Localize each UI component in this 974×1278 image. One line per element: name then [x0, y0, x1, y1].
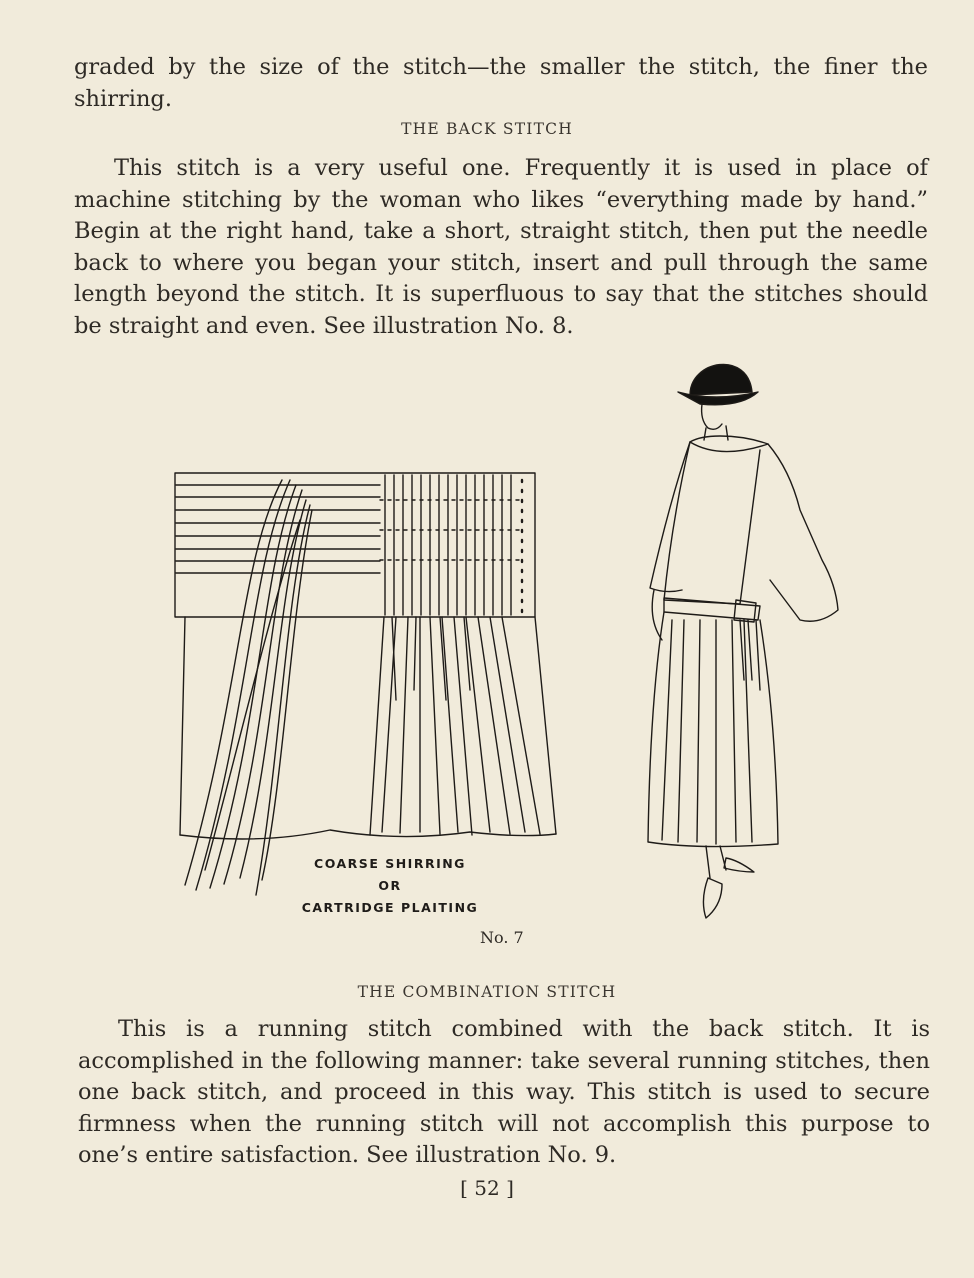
- page-number: [ 52 ]: [460, 1176, 514, 1200]
- combination-stitch-heading: THE COMBINATION STITCH: [357, 983, 617, 1001]
- back-stitch-paragraph: This stitch is a very useful one. Frequently it is used in place of machine stitching by the woman who likes “everything made by hand.” Begin at the right hand, take a short, straight stitch, then put the needle back to where you began your stitch, insert and pull through the same length beyond the stitch. It is superfluous to say that the stitches should be straight and even. See illustration No. 8.: [74, 155, 928, 339]
- back-stitch-heading: THE BACK STITCH: [401, 120, 573, 138]
- label-line-3: CARTRIDGE PLAITING: [301, 900, 479, 915]
- shirring-drawing: [175, 473, 556, 895]
- combination-stitch-paragraph: This is a running stitch combined with the back stitch. It is accomplished in the following manner: take several running stitches, then one back stitch, and proceed in this way. This stitch is used to secure firmness when the running stitch will not accomplish this purpose to one’s entire satisfaction. See illustration No. 9.: [78, 1016, 930, 1168]
- label-line-2: OR: [378, 878, 402, 893]
- figure-caption: No. 7: [480, 928, 524, 947]
- figure-label: [270, 853, 510, 919]
- label-line-1: COARSE SHIRRING: [314, 856, 466, 871]
- woman-figure: [648, 364, 838, 918]
- top-paragraph: graded by the size of the stitch—the smaller the stitch, the finer the shirring.: [74, 54, 928, 112]
